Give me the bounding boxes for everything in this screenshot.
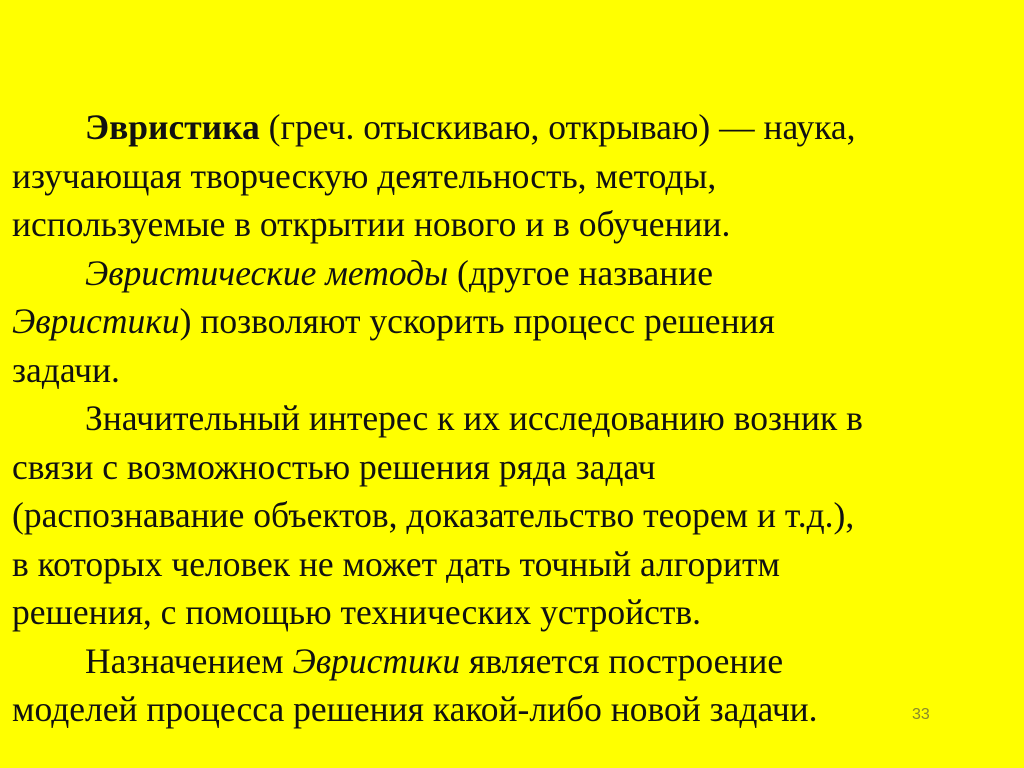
paragraph-1-line-1: Эвристика (греч. отыскиваю, открываю) — наука, — [85, 107, 856, 147]
slide-body-text — [12, 103, 1012, 734]
paragraph-3-line-2: связи с возможностью решения ряда задач — [12, 446, 656, 487]
paragraph-1-line-2: изучающая творческую деятельность, методы, — [12, 155, 717, 196]
paragraph-2-line-2: Эвристики) позволяют ускорить процесс решения — [12, 301, 775, 341]
paragraph-4-line-1: Назначением Эвристики является построение — [85, 640, 784, 681]
term-heuristics-italic: Эвристики — [12, 301, 180, 341]
term-heuristic-methods: Эвристические методы — [85, 252, 449, 293]
term-heuristics: Эвристика — [85, 107, 260, 147]
term-heuristics-italic-2: Эвристики — [292, 640, 461, 681]
paragraph-4-line-2: моделей процесса решения какой-либо новой задачи. — [12, 689, 818, 729]
paragraph-3-line-3: (распознавание объектов, доказательство теорем и т.д.), — [12, 495, 855, 535]
paragraph-3-line-4: в которых человек не может дать точный алгоритм — [12, 543, 780, 584]
slide-page-number: 33 — [912, 706, 930, 723]
paragraph-1-line-3: используемые в открытии нового и в обучении. — [12, 204, 731, 244]
paragraph-2-line-1: Эвристические методы (другое название — [85, 252, 714, 293]
paragraph-3-line-5: решения, с помощью технических устройств. — [12, 592, 702, 632]
paragraph-2-line-3: задачи. — [12, 349, 120, 390]
paragraph-3-line-1: Значительный интерес к их исследованию возник в — [85, 398, 863, 438]
